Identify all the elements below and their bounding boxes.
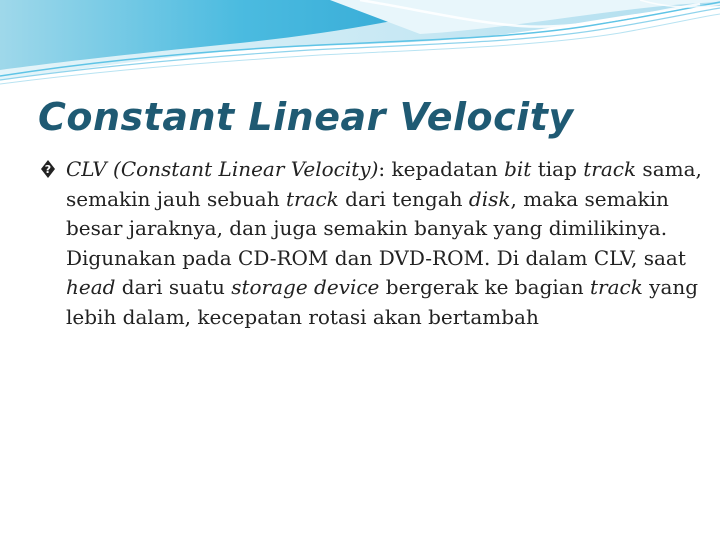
slide-title: Constant Linear Velocity <box>38 95 574 139</box>
emphasized-term: head <box>66 275 116 299</box>
emphasized-term: CLV (Constant Linear Velocity) <box>66 157 379 181</box>
bullet-text <box>66 157 702 329</box>
emphasized-term: track <box>583 157 637 181</box>
bullet-paragraph <box>40 155 706 332</box>
emphasized-term: storage device <box>231 275 380 299</box>
body-text-run: dari suatu <box>115 275 232 299</box>
emphasized-term: track <box>589 275 643 299</box>
emphasized-term: bit <box>504 157 532 181</box>
body-text-run: tiap <box>531 157 584 181</box>
replacement-character-icon <box>40 159 56 179</box>
body-text-run: sama, semakin jauh sebuah <box>66 157 702 211</box>
emphasized-term: track <box>285 186 339 211</box>
body-text-run: bergerak ke bagian <box>379 275 590 299</box>
body-text-run: dari tengah <box>338 186 469 211</box>
emphasized-term: disk <box>468 186 511 211</box>
wave-banner-decoration <box>0 0 720 90</box>
body-text-run: , maka semakin besar jaraknya, dan juga semakin banyak yang dimilikinya. Digunakan pada CD-ROM dan DVD-ROM. Di dalam CLV, saat <box>66 186 686 270</box>
body-text-run: : kepadatan <box>378 157 505 181</box>
body-text-run: yang lebih dalam, kecepatan rotasi akan bertambah <box>66 275 699 329</box>
svg-text:?: ? <box>44 163 52 176</box>
